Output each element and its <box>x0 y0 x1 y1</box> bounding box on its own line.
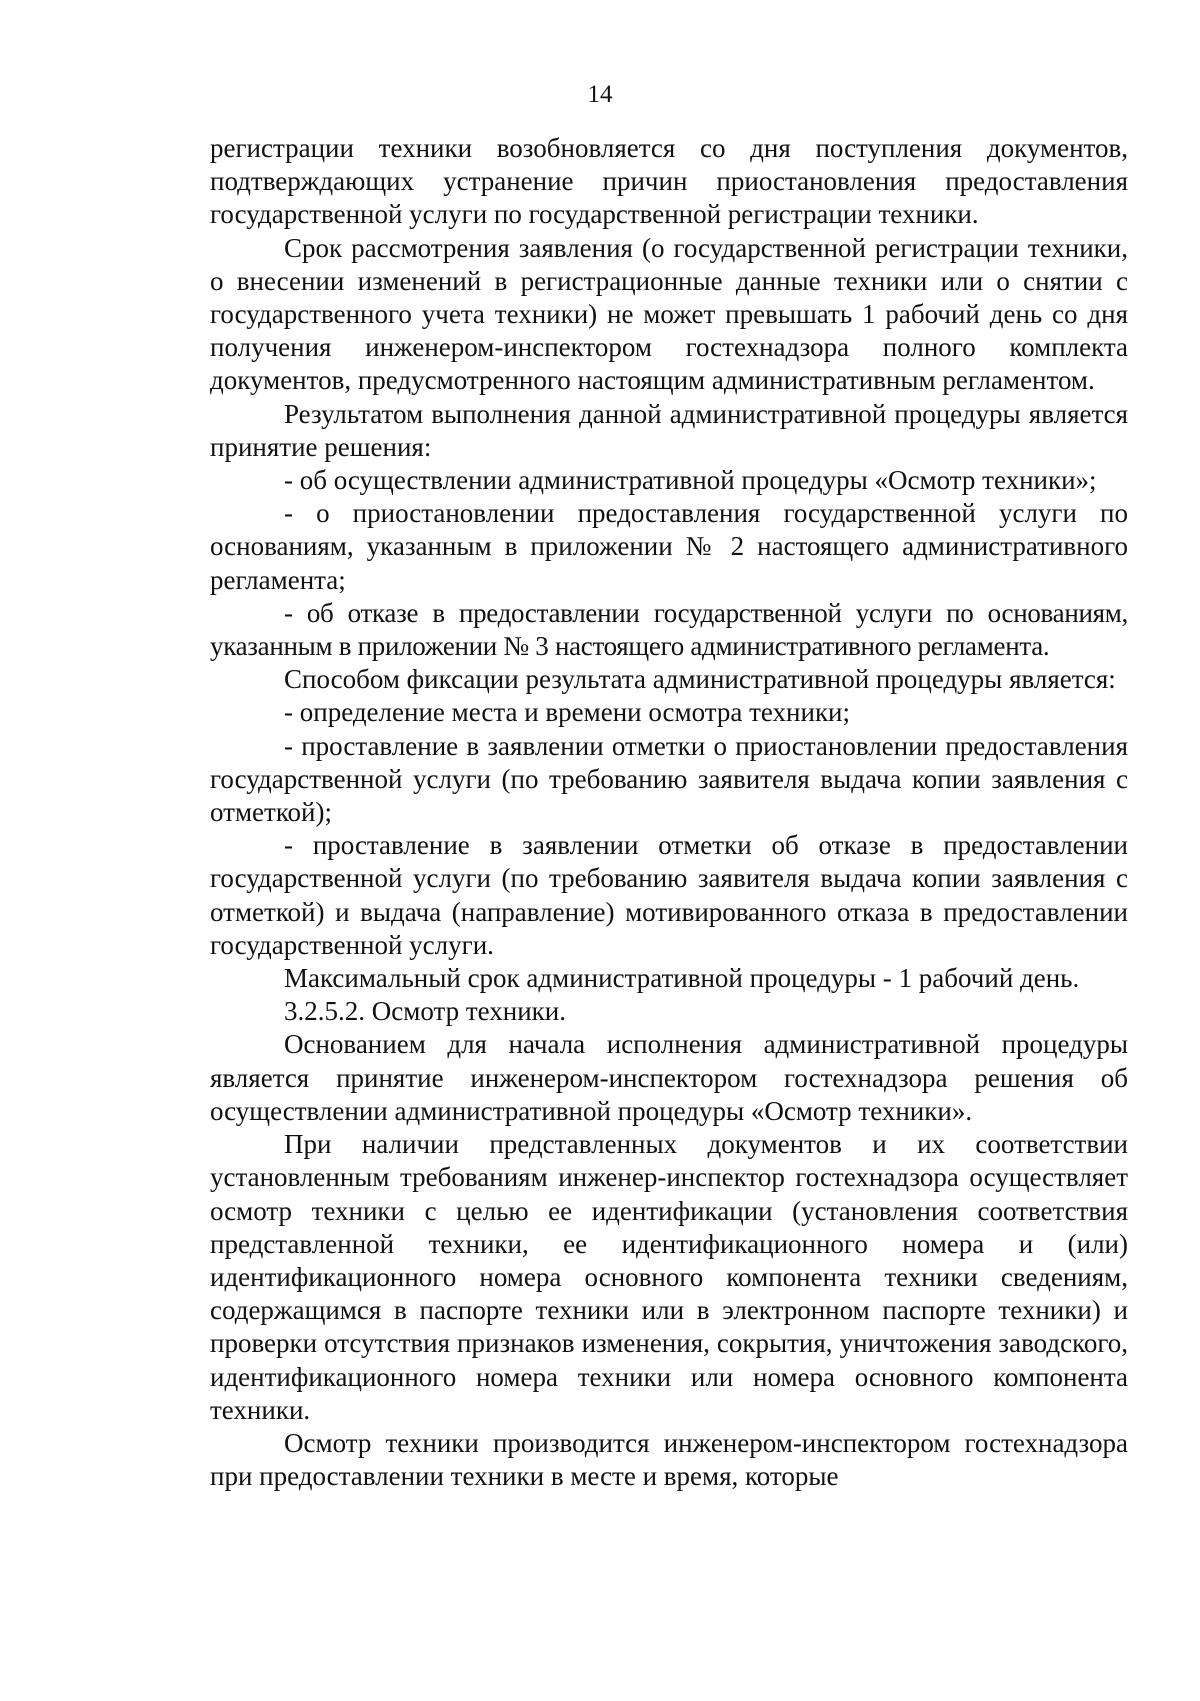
paragraph-continuation: регистрации техники возобновляется со дня поступления документов, подтверждающих устранение причин приостановления предоставления государственной услуги по государственной регистрации техники. <box>210 133 1128 230</box>
paragraph-procedure-basis: Основанием для начала исполнения административной процедуры является принятие инженером-инспектором гостехнадзора решения об осуществлении административной процедуры «Осмотр техники». <box>210 1029 1128 1126</box>
list-item-refusal-mark: - проставление в заявлении отметки об отказе в предоставлении государственной услуги (по требованию заявителя выдача копии заявления с отметкой) и выдача (направление) мотивированного отказа в предоставлении государственной услуги. <box>210 830 1128 960</box>
paragraph-review-deadline: Срок рассмотрения заявления (о государственной регистрации техники, о внесении изменений в регистрационные данные техники или о снятии с государственного учета техники) не может превышать 1 рабочий день со дня получения инженером-инспектором гостехнадзора полного комплекта документов, предусмотренного настоящим административным регламентом. <box>210 232 1128 396</box>
list-item-suspension-mark: - проставление в заявлении отметки о приостановлении предоставления государственной услуги (по требованию заявителя выдача копии заявления с отметкой); <box>210 730 1128 828</box>
list-item-suspension-decision: - о приостановлении предоставления государственной услуги по основаниям, указанным в приложении № 2 настоящего административного регламента; <box>210 498 1128 595</box>
document-body <box>210 132 1128 1493</box>
page-number: 14 <box>587 81 613 108</box>
section-heading-3-2-5-2: 3.2.5.2. Осмотр техники. <box>284 996 566 1027</box>
paragraph-result-recording: Способом фиксации результата административной процедуры является: <box>284 664 1116 695</box>
paragraph-inspection-description: При наличии представленных документов и их соответствии установленным требованиям инженер-инспектор гостехнадзора осуществляет осмотр техники с целью ее идентификации (установления соответствия представленной техники, ее идентификационного номера и (или) идентификационного номера основного компонента техники сведениям, содержащимся в паспорте техники или в электронном паспорте техники) и проверки отсутствия признаков изменения, сокрытия, уничтожения заводского, идентификационного номера техники или номера основного компонента техники. <box>210 1129 1128 1425</box>
list-item-inspection-decision: - об осуществлении административной процедуры «Осмотр техники»; <box>284 465 1097 496</box>
list-item-refusal-decision: - об отказе в предоставлении государственной услуги по основаниям, указанным в приложении № 3 настоящего административного регламента. <box>210 597 1128 662</box>
paragraph-procedure-result: Результатом выполнения данной административной процедуры является принятие решения: <box>210 398 1128 462</box>
paragraph-max-duration: Максимальный срок административной процедуры - 1 рабочий день. <box>284 963 1080 994</box>
paragraph-inspection-performed: Осмотр техники производится инженером-инспектором гостехнадзора при предоставлении техники в месте и время, которые <box>210 1427 1128 1492</box>
list-item-inspection-place-time: - определение места и времени осмотра техники; <box>284 697 851 728</box>
